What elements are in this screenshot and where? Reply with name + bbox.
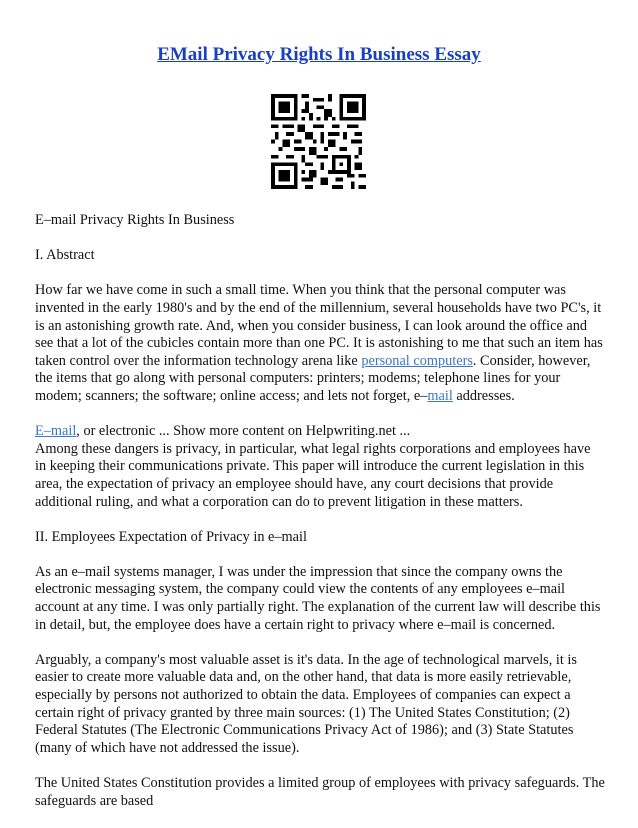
email-link[interactable]: E–mail	[35, 423, 77, 440]
paragraph-email-intro	[35, 423, 605, 441]
mail-link[interactable]: mail	[427, 387, 453, 404]
paragraph-dangers: Among these dangers is privacy, in particular, what legal rights corporations and employees have in keeping their communications private. This paper will introduce the current legislation in this area, the expectation of privacy an employee should have, any court decisions that provide additional ruling, and what a corporation can do to prevent litigation in these matters.	[35, 440, 591, 510]
paragraph-constitution: The United States Constitution provides a limited group of employees with privacy safeguards. The safeguards are based	[35, 775, 605, 809]
qr-code-icon	[271, 94, 366, 189]
essay-heading: E–mail Privacy Rights In Business	[35, 212, 235, 228]
section-heading-abstract: I. Abstract	[35, 247, 95, 264]
paragraph-text: , or electronic ... Show more content on Helpwriting.net ...	[76, 423, 411, 440]
personal-computers-link[interactable]: personal computers	[361, 352, 473, 369]
paragraph-text: How far we have come in such a small time. When you think that the personal computer was invented in the early 1980's and by the end of the millennium, several households have two PC's, it is an astonishing growth rate. And, when you consider business, I can look around the office and see that a lot of the cubicles contain more than one PC. It is astonishing to me that such an item has taken control over the information technology arena like	[35, 282, 603, 369]
essay-body	[35, 212, 605, 828]
paragraph-manager: As an e–mail systems manager, I was under the impression that since the company owns the electronic messaging system, the company could view the contents of any employees e–mail account at any time. I was only partially right. The explanation of the current law will describe this in detail, but, the employee does have a certain right to privacy where e–mail is concerned.	[35, 563, 601, 633]
paragraph-text: addresses.	[452, 387, 515, 404]
paragraph-data-asset: Arguably, a company's most valuable asset is it's data. In the age of technological marvels, it is easier to create more valuable data and, on the other hand, that data is more easily retrievable, especially by persons not authorized to obtain the data. Employees of companies can expect a certain right of privacy granted by three main sources: (1) The United States Constitution; (2) Federal Statutes (The Electronic Communications Privacy Act of 1986); and (3) State Statutes (many of which have not addressed the issue).	[35, 651, 577, 756]
paragraph-abstract	[35, 282, 605, 405]
section-heading-expectation: II. Employees Expectation of Privacy in e–mail	[35, 528, 307, 545]
paragraph-text: . Consider, however, the items that go along with personal computers: printers; modems; telephone lines for your modem; scanners; the software; online access; and lets not forget, e–	[35, 352, 591, 404]
document-title[interactable]: EMail Privacy Rights In Business Essay	[157, 44, 481, 65]
